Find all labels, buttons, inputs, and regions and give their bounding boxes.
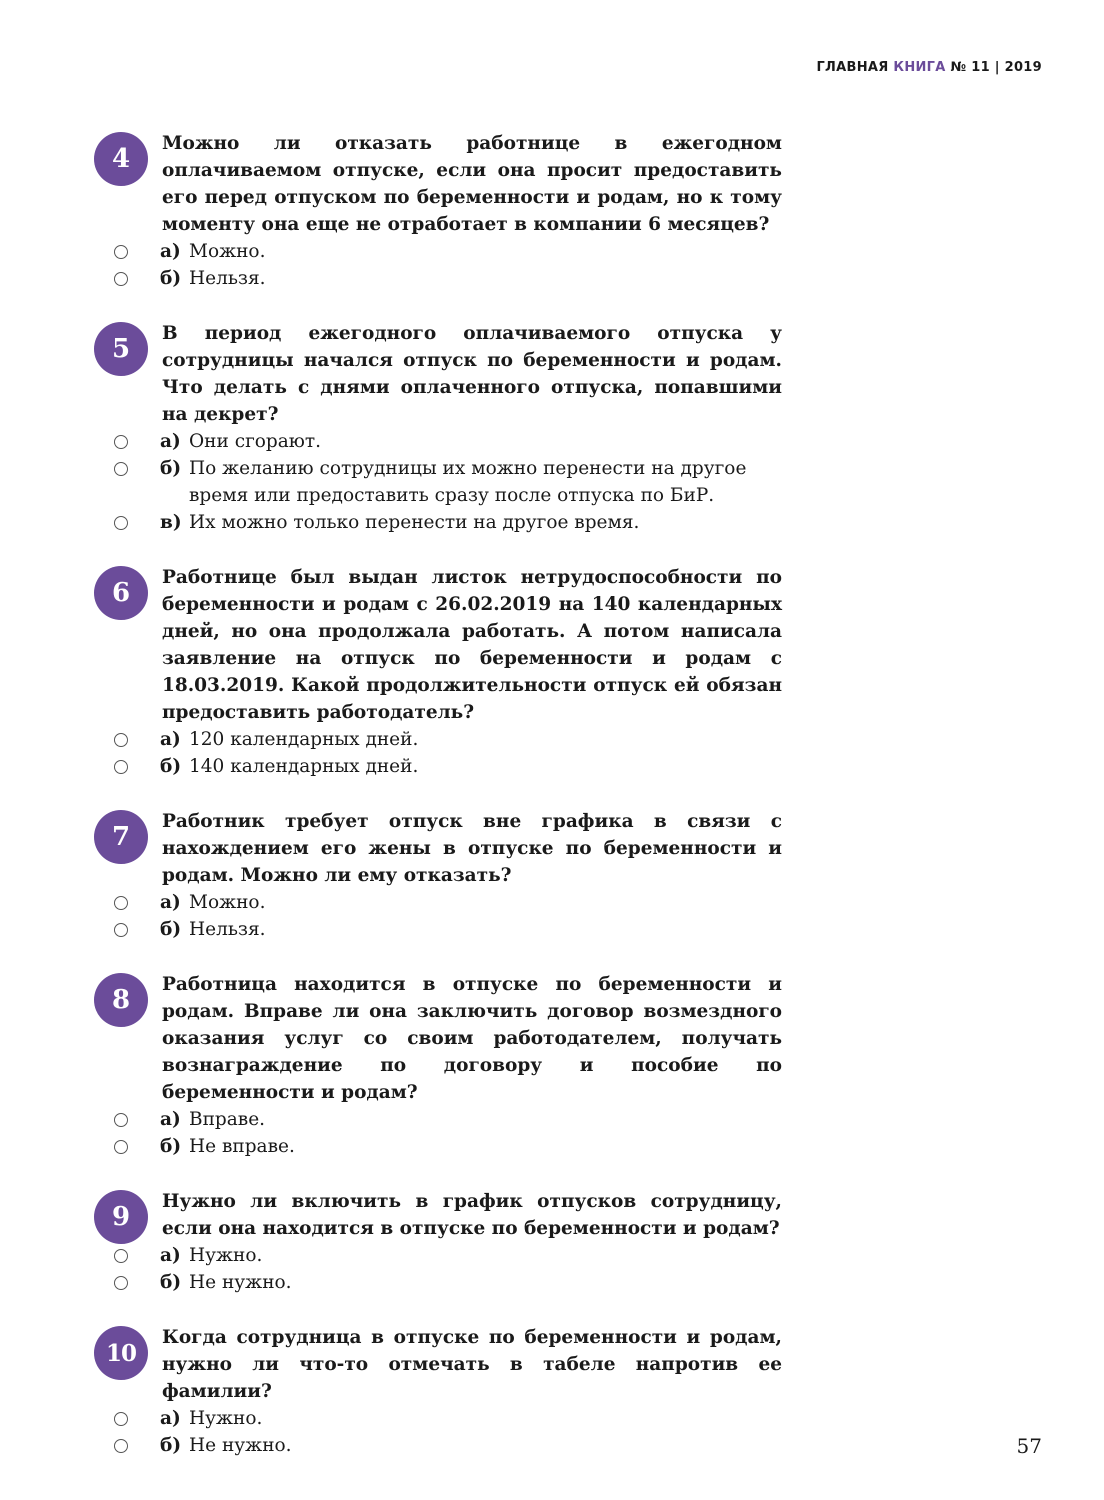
option-letter: а) [160,729,181,750]
answer-option[interactable] [92,455,782,509]
answer-option[interactable] [92,265,782,292]
option-letter: в) [160,512,182,533]
question-text: В период ежегодного оплачиваемого отпуска у сотрудницы начался отпуск по беременности и родам. Что делать с днями оплаченного отпуска, попавшими на декрет? [162,323,782,425]
answer-option[interactable] [92,1269,782,1296]
brand-name-part1: ГЛАВНАЯ [816,60,889,75]
radio-button-icon[interactable] [114,516,128,530]
answer-option[interactable] [92,1405,782,1432]
option-letter: а) [160,1109,181,1130]
option-letter: б) [160,1136,182,1157]
option-text: Их можно только перенести на другое время. [189,512,640,533]
option-letter: а) [160,1245,181,1266]
question-block [92,130,782,292]
answer-option[interactable] [92,428,782,455]
option-text: Не нужно. [189,1435,292,1456]
radio-button-icon[interactable] [114,760,128,774]
question-text: Работница находится в отпуске по беременности и родам. Вправе ли она заключить договор возмездного оказания услуг со своим работодателем, получать вознаграждение по договору и пособие по беременности и родам? [162,974,782,1103]
radio-button-icon[interactable] [114,272,128,286]
issue-number: № 11 | 2019 [950,60,1042,75]
option-letter: б) [160,1435,182,1456]
option-text: Нельзя. [189,268,266,289]
answer-option[interactable] [92,1133,782,1160]
answer-options [92,1405,782,1459]
option-text: По желанию сотрудницы их можно перенести на другое время или предоставить сразу после отпуска по БиР. [189,458,747,506]
question-block [92,1188,782,1296]
radio-button-icon[interactable] [114,435,128,449]
question-number-badge: 5 [94,322,148,376]
question-block [92,808,782,943]
option-text: Можно. [189,241,266,262]
answer-option[interactable] [92,1242,782,1269]
option-text: Вправе. [189,1109,266,1130]
question-number-badge: 7 [94,810,148,864]
radio-button-icon[interactable] [114,1140,128,1154]
brand-name-part2: КНИГА [893,60,946,75]
question-block [92,971,782,1160]
option-letter: б) [160,919,182,940]
radio-button-icon[interactable] [114,1439,128,1453]
radio-button-icon[interactable] [114,462,128,476]
option-text: Они сгорают. [189,431,321,452]
radio-button-icon[interactable] [114,1276,128,1290]
answer-option[interactable] [92,1106,782,1133]
question-number-badge: 8 [94,973,148,1027]
option-letter: б) [160,268,182,289]
answer-options [92,238,782,292]
quiz-content [92,130,782,1487]
question-number-badge: 9 [94,1190,148,1244]
radio-button-icon[interactable] [114,923,128,937]
question-number-badge: 4 [94,132,148,186]
magazine-header [816,60,1042,75]
answer-option[interactable] [92,726,782,753]
answer-option[interactable] [92,509,782,536]
answer-options [92,726,782,780]
question-number-badge: 6 [94,566,148,620]
radio-button-icon[interactable] [114,1249,128,1263]
radio-button-icon[interactable] [114,733,128,747]
option-letter: б) [160,458,182,479]
answer-option[interactable] [92,889,782,916]
option-text: Не вправе. [189,1136,295,1157]
answer-options [92,1106,782,1160]
question-block [92,564,782,780]
answer-options [92,428,782,536]
radio-button-icon[interactable] [114,1113,128,1127]
option-text: 120 календарных дней. [189,729,419,750]
radio-button-icon[interactable] [114,245,128,259]
answer-option[interactable] [92,916,782,943]
question-text: Когда сотрудница в отпуске по беременности и родам, нужно ли что-то отмечать в табеле напротив ее фамилии? [162,1327,782,1402]
radio-button-icon[interactable] [114,1412,128,1426]
answer-option[interactable] [92,238,782,265]
option-text: 140 календарных дней. [189,756,419,777]
option-text: Не нужно. [189,1272,292,1293]
option-text: Нельзя. [189,919,266,940]
option-letter: а) [160,892,181,913]
answer-option[interactable] [92,1432,782,1459]
option-text: Нужно. [189,1408,263,1429]
question-text: Работник требует отпуск вне графика в связи с нахождением его жены в отпуске по беременности и родам. Можно ли ему отказать? [162,811,782,886]
answer-options [92,889,782,943]
option-letter: а) [160,1408,181,1429]
option-text: Нужно. [189,1245,263,1266]
radio-button-icon[interactable] [114,896,128,910]
option-letter: а) [160,431,181,452]
page-number: 57 [1016,1434,1042,1458]
question-text: Можно ли отказать работнице в ежегодном оплачиваемом отпуске, если она просит предоставить его перед отпуском по беременности и родам, но к тому моменту она еще не отработает в компании 6 месяцев? [162,133,782,235]
option-text: Можно. [189,892,266,913]
question-number-badge: 10 [94,1326,148,1380]
option-letter: а) [160,241,181,262]
option-letter: б) [160,1272,182,1293]
answer-option[interactable] [92,753,782,780]
option-letter: б) [160,756,182,777]
question-block [92,1324,782,1459]
question-block [92,320,782,536]
question-text: Нужно ли включить в график отпусков сотрудницу, если она находится в отпуске по беременности и родам? [162,1191,782,1239]
question-text: Работнице был выдан листок нетрудоспособности по беременности и родам с 26.02.2019 на 140 календарных дней, но она продолжала работать. А потом написала заявление на отпуск по беременности и родам с 18.03.2019. Какой продолжительности отпуск ей обязан предоставить работодатель? [162,567,782,723]
answer-options [92,1242,782,1296]
